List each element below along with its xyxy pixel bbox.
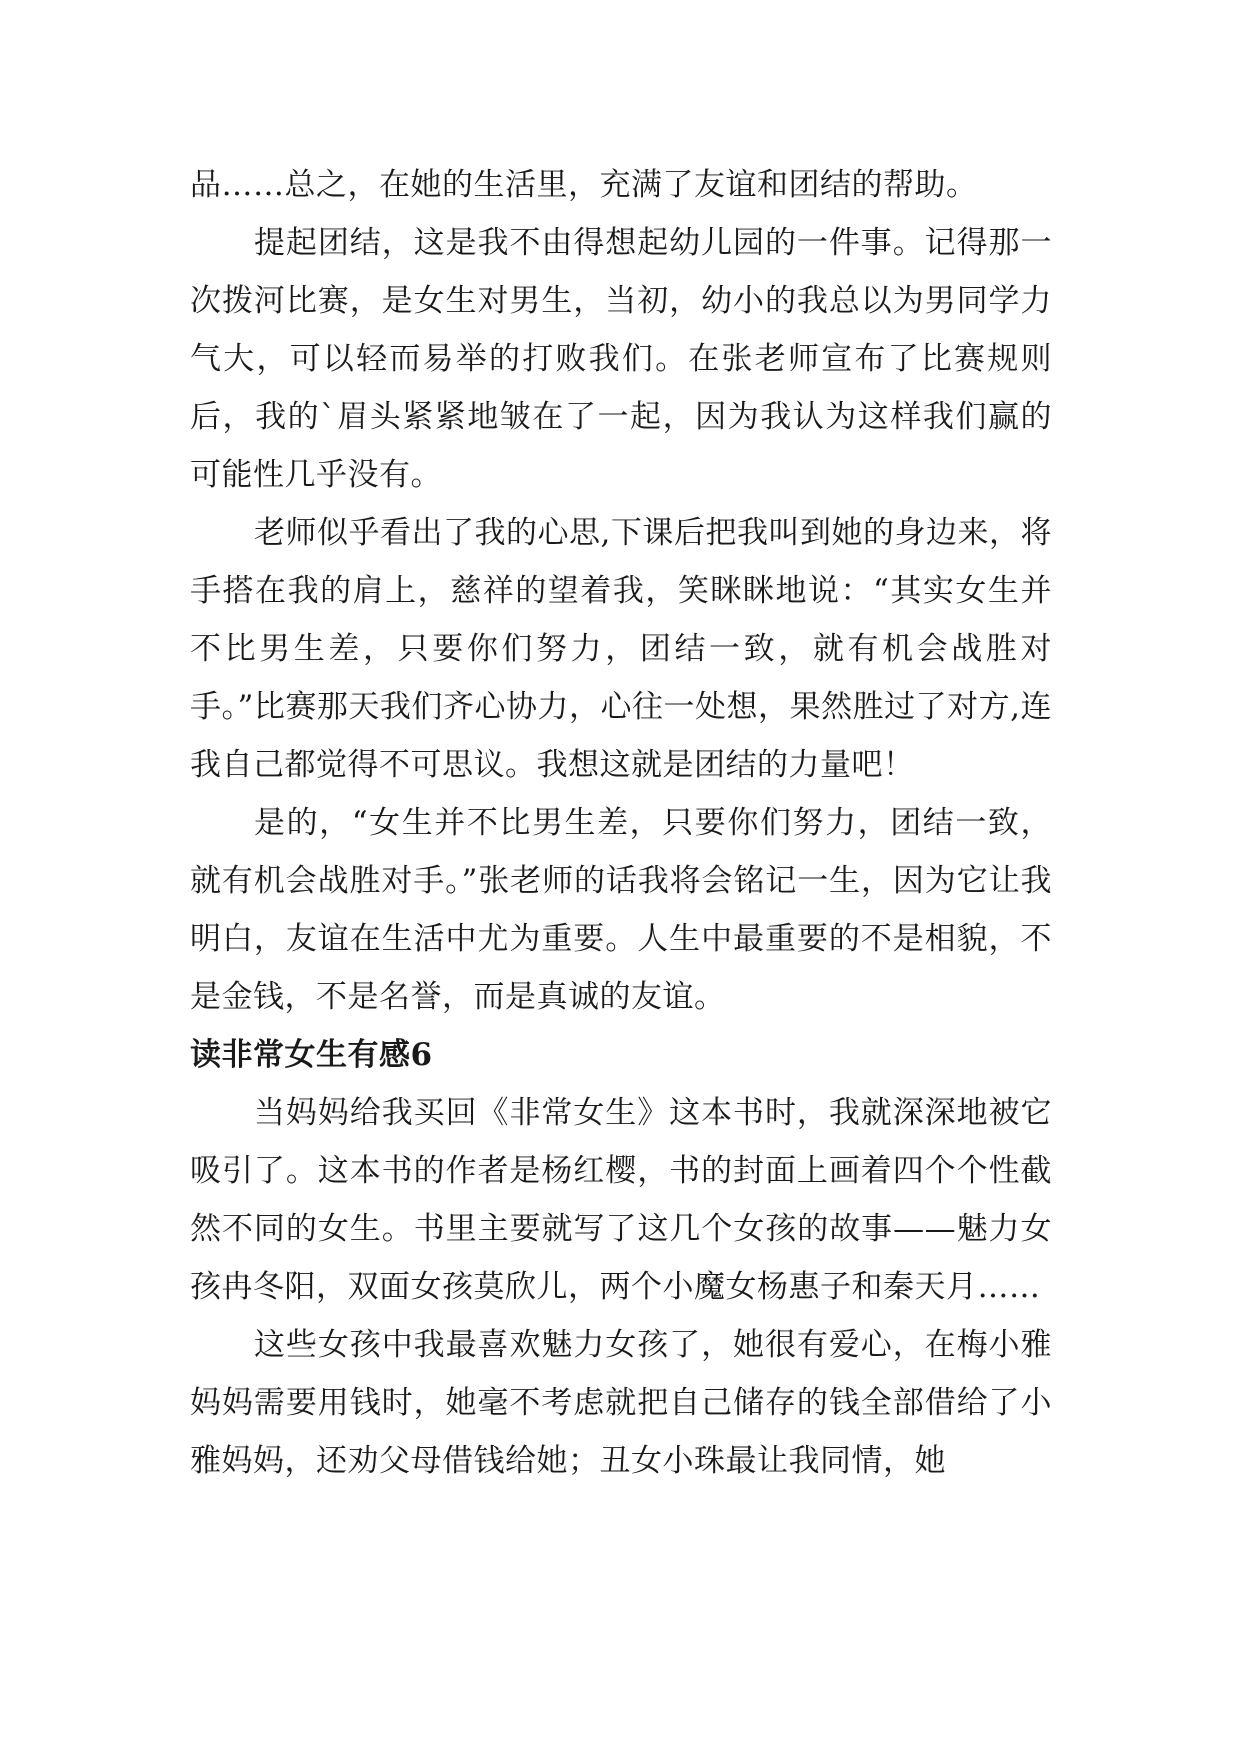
paragraph-5: 当妈妈给我买回《非常女生》这本书时，我就深深地被它吸引了。这本书的作者是杨红樱，书的封面上画着四个个性截然不同的女生。书里主要就写了这几个女孩的故事——魅力女孩冉冬阳，双面女孩莫欣儿，两个小魔女杨惠子和秦天月…… [190, 1095, 1052, 1305]
section-heading: 读非常女生有感6 [190, 1037, 433, 1073]
paragraph-4: 是的，“女生并不比男生差，只要你们努力，团结一致，就有机会战胜对手。”张老师的话我将会铭记一生，因为它让我明白，友谊在生活中尤为重要。人生中最重要的不是相貌，不是金钱，不是名誉，而是真诚的友谊。 [190, 805, 1052, 1015]
document-page [190, 156, 1052, 1490]
paragraph-6: 这些女孩中我最喜欢魅力女孩了，她很有爱心，在梅小雅妈妈需要用钱时，她毫不考虑就把自己储存的钱全部借给了小雅妈妈，还劝父母借钱给她；丑女小珠最让我同情，她 [190, 1327, 1052, 1479]
paragraph-1: 品……总之，在她的生活里，充满了友谊和团结的帮助。 [190, 167, 978, 203]
paragraph-3: 老师似乎看出了我的心思,下课后把我叫到她的身边来，将手搭在我的肩上，慈祥的望着我，笑眯眯地说：“其实女生并不比男生差，只要你们努力，团结一致，就有机会战胜对手。”比赛那天我们齐心协力，心往一处想，果然胜过了对方,连我自己都觉得不可思议。我想这就是团结的力量吧！ [190, 515, 1052, 783]
paragraph-2: 提起团结，这是我不由得想起幼儿园的一件事。记得那一次拨河比赛，是女生对男生，当初，幼小的我总以为男同学力气大，可以轻而易举的打败我们。在张老师宣布了比赛规则后，我的`眉头紧紧地皱在了一起，因为我认为这样我们赢的可能性几乎没有。 [190, 225, 1052, 493]
